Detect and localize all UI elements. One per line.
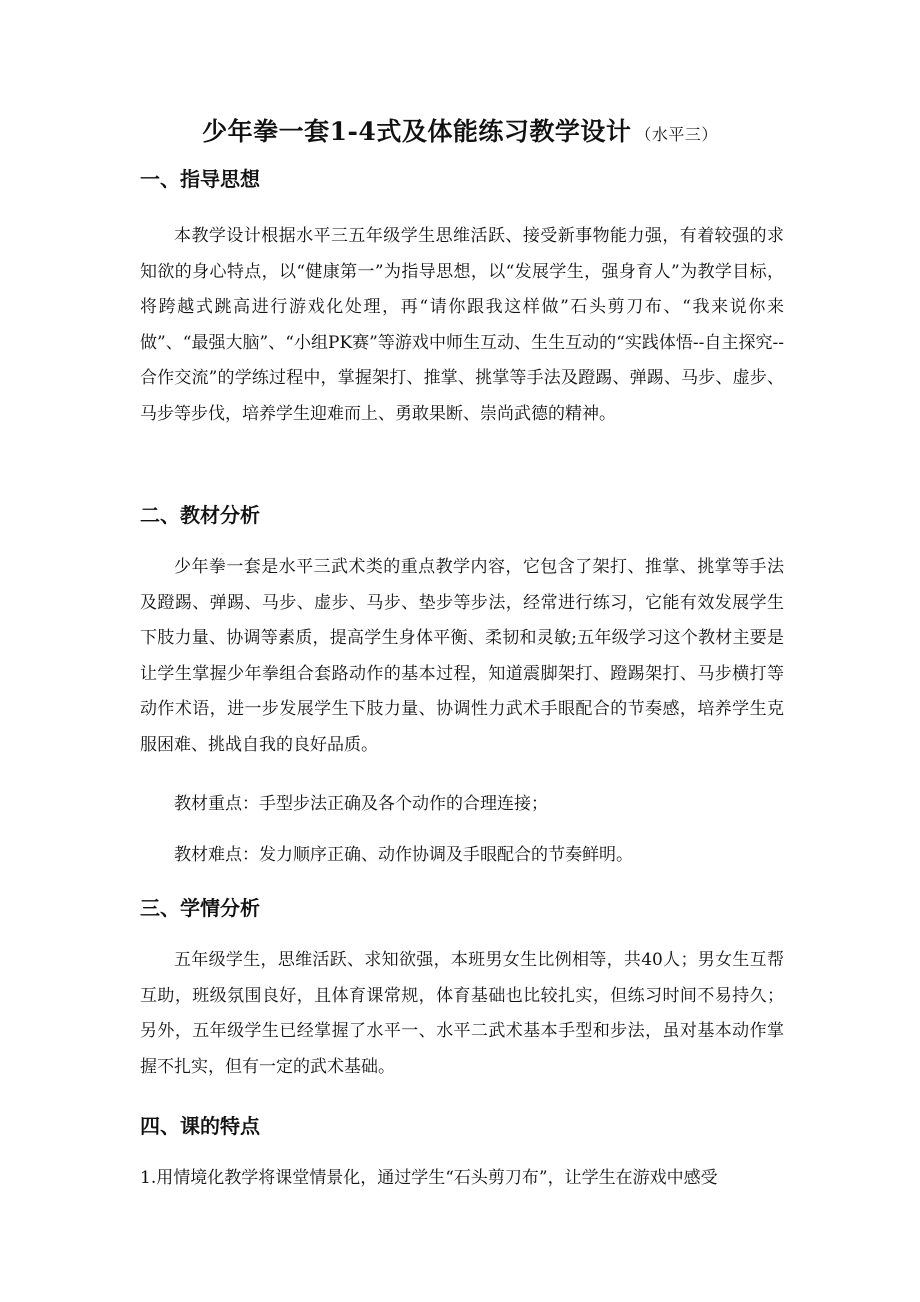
title-suffix: （水平三） xyxy=(635,125,718,144)
title-text: 少年拳一套1-4式及体能练习教学设计 xyxy=(202,117,632,146)
material-key-point: 教材重点：手型步法正确及各个动作的合理连接； xyxy=(174,794,548,814)
section-heading-student-analysis: 三、学情分析 xyxy=(140,896,260,920)
lesson-feature-item-1: 1.用情境化教学将课堂情景化，通过学生“石头剪刀布”，让学生在游戏中感受 xyxy=(140,1168,718,1188)
document-title xyxy=(0,112,920,148)
section-heading-material-analysis: 二、教材分析 xyxy=(140,503,260,527)
paragraph-student-analysis: 五年级学生，思维活跃、求知欲强，本班男女生比例相等，共40人；男女生互帮互助，班级氛围良好，且体育课常规，体育基础也比较扎实，但练习时间不易持久；另外，五年级学生已经掌握了水平一、水平二武术基本手型和步法，虽对基本动作掌握不扎实，但有一定的武术基础。 xyxy=(140,950,784,1077)
paragraph-material-analysis: 少年拳一套是水平三武术类的重点教学内容，它包含了架打、推掌、挑掌等手法及蹬踢、弹踢、马步、虚步、马步、垫步等步法，经常进行练习，它能有效发展学生下肢力量、协调等素质，提高学生身体平衡、柔韧和灵敏;五年级学习这个教材主要是让学生掌握少年拳组合套路动作的基本过程，知道震脚架打、蹬踢架打、马步横打等动作术语，进一步发展学生下肢力量、协调性力武术手眼配合的节奏感，培养学生克服困难、挑战自我的良好品质。 xyxy=(140,557,784,755)
material-difficulty: 教材难点：发力顺序正确、动作协调及手眼配合的节奏鲜明。 xyxy=(174,845,633,865)
section-heading-lesson-features: 四、课的特点 xyxy=(140,1114,260,1138)
section-heading-guiding-thought: 一、指导思想 xyxy=(140,167,260,191)
paragraph-guiding-thought: 本教学设计根据水平三五年级学生思维活跃、接受新事物能力强，有着较强的求知欲的身心特点，以“健康第一”为指导思想，以“发展学生，强身育人”为教学目标，将跨越式跳高进行游戏化处理，再“请你跟我这样做”石头剪刀布、“我来说你来做”、“最强大脑”、“小组PK赛”等游戏中师生互动、生生互动的“实践体悟--自主探究--合作交流”的学练过程中，掌握架打、推掌、挑掌等手法及蹬踢、弹踢、马步、虚步、马步等步伐，培养学生迎难而上、勇敢果断、崇尚武德的精神。 xyxy=(140,226,784,424)
